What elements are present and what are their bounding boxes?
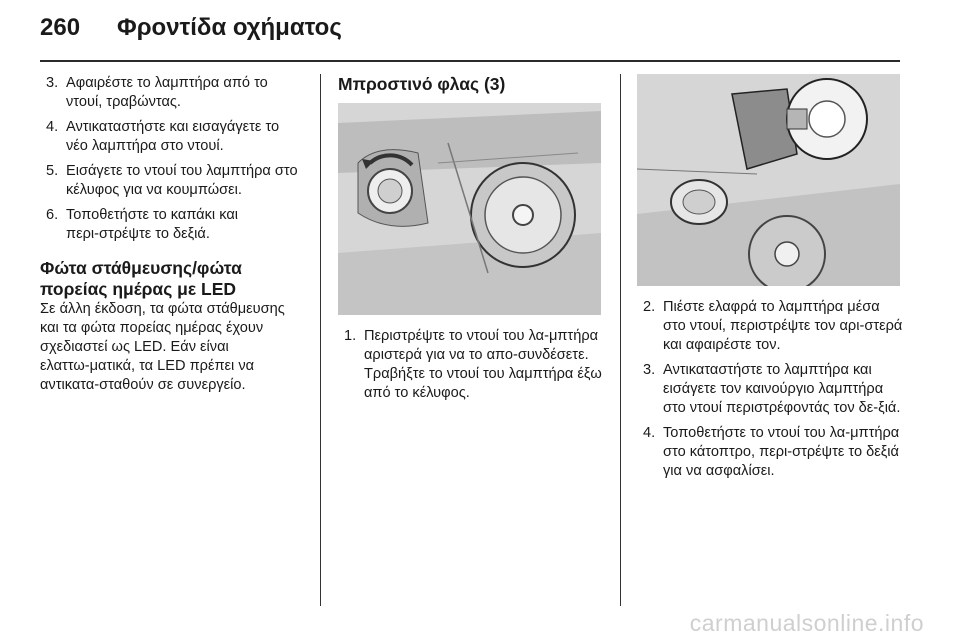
steps-list-middle	[338, 327, 606, 403]
header-rule	[40, 60, 900, 62]
section-heading-led: Φώτα στάθμευσης/φώτα πορείας ημέρας με LED	[40, 258, 242, 299]
list-item	[637, 361, 905, 418]
section-heading-indicator: Μπροστινό φλας (3)	[338, 74, 506, 94]
step-number: 5.	[46, 163, 59, 179]
step-number: 3.	[643, 362, 656, 378]
list-item	[637, 424, 905, 481]
list-item	[637, 298, 905, 355]
step-text: Πιέστε ελαφρά το λαμπτήρα μέσα στο ντουί, περιστρέψτε τον αρι‑στερά και αφαιρέστε τον.	[663, 299, 903, 353]
step-number: 3.	[46, 75, 59, 91]
step-text: Εισάγετε το ντουί του λαμπτήρα στο κέλυφος για να κουμπώσει.	[66, 163, 298, 198]
step-number: 1.	[344, 328, 357, 344]
led-paragraph: Σε άλλη έκδοση, τα φώτα στάθμευσης και τα φώτα πορείας ημέρας έχουν σχεδιαστεί ως LED. Εάν είναι ελαττω‑ματικά, τα LED πρέπει να αντικατα‑σταθούν σε συνεργείο.	[40, 301, 285, 393]
list-item	[40, 162, 305, 200]
indicator-socket-figure	[338, 103, 601, 315]
step-number: 2.	[643, 299, 656, 315]
column-divider	[320, 74, 321, 606]
headlamp-rear-illustration	[338, 103, 601, 315]
step-text: Αφαιρέστε το λαμπτήρα από το ντουί, τραβώντας.	[66, 75, 268, 110]
step-text: Τοποθετήστε το καπάκι και περι‑στρέψτε το δεξιά.	[66, 207, 239, 242]
steps-list-left	[40, 74, 305, 244]
column-divider	[620, 74, 621, 606]
page-number: 260	[40, 14, 81, 41]
bulb-removal-figure	[637, 74, 900, 286]
column-right	[637, 74, 905, 487]
list-item	[40, 206, 305, 244]
page-title: Φροντίδα οχήματος	[117, 14, 342, 41]
list-item	[40, 118, 305, 156]
list-item	[40, 74, 305, 112]
column-middle	[338, 74, 606, 409]
list-item	[338, 327, 606, 403]
watermark: carmanualsonline.info	[689, 610, 924, 636]
step-text: Τοποθετήστε το ντουί του λα‑μπτήρα στο κάτοπτρο, περι‑στρέψτε το δεξιά για να ασφαλίσει.	[663, 425, 900, 479]
step-number: 4.	[643, 425, 656, 441]
steps-list-right	[637, 298, 905, 481]
column-left	[40, 74, 305, 395]
step-text: Αντικαταστήστε το λαμπτήρα και εισάγετε τον καινούργιο λαμπτήρα στο ντουί περιστρέφοντάς τον δε‑ξιά.	[663, 362, 901, 416]
step-text: Αντικαταστήστε και εισαγάγετε το νέο λαμπτήρα στο ντουί.	[66, 119, 280, 154]
step-number: 6.	[46, 207, 59, 223]
step-text: Περιστρέψτε το ντουί του λα‑μπτήρα αριστερά για να το απο‑συνδέσετε. Τραβήξτε το ντουί του λαμπτήρα έξω από το κέλυφος.	[364, 328, 602, 401]
bulb-socket-illustration	[637, 74, 900, 286]
step-number: 4.	[46, 119, 59, 135]
